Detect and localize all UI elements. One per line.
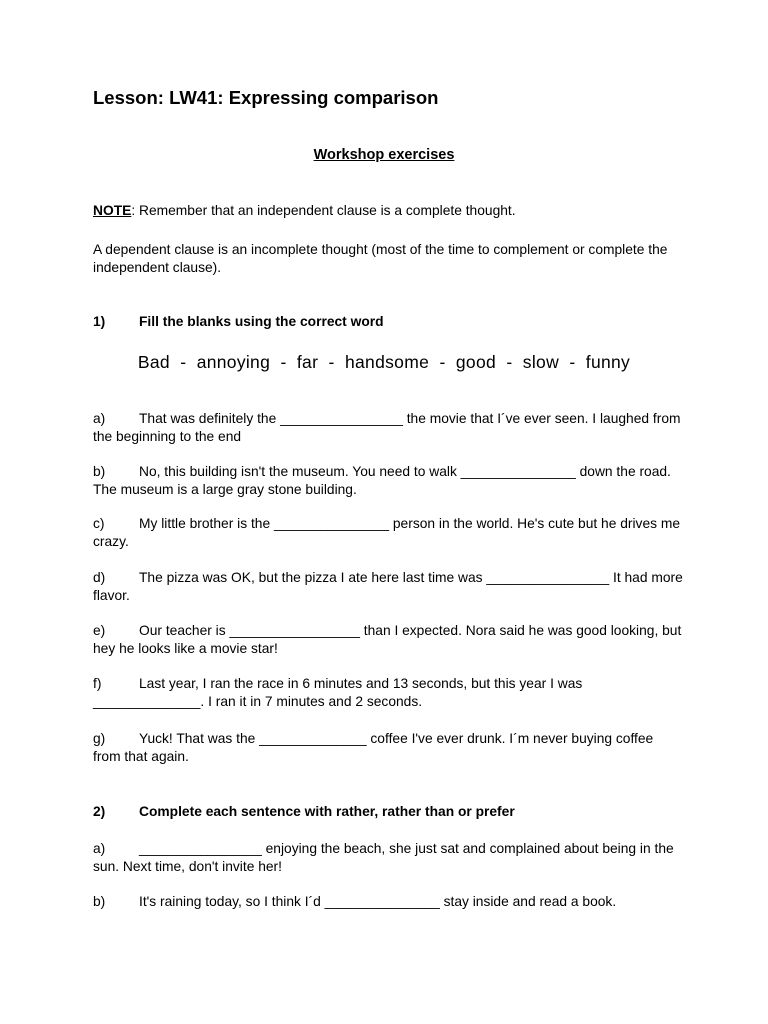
item-label: d) [93,570,106,585]
note-text: : Remember that an independent clause is a complete thought. [131,203,516,218]
exercise-2-heading-text: Complete each sentence with rather, rather than or prefer [139,804,515,819]
item-label: e) [93,623,106,638]
exercise-1-item-c [93,515,683,551]
item-text: ________________ enjoying the beach, she just sat and complained about being in the sun. Next time, don't invite her! [93,841,674,874]
exercise-1-number: 1) [93,314,106,329]
exercise-1-item-d [93,569,683,605]
section-title: Workshop exercises [313,147,455,163]
exercise-1-heading [93,314,384,329]
lesson-title: Lesson: LW41: Expressing comparison [93,87,439,108]
exercise-2-item-a [93,840,683,876]
note-paragraph [93,202,683,220]
item-label: b) [93,464,106,479]
note-label: NOTE [93,203,132,218]
item-label: a) [93,841,106,856]
item-text: Last year, I ran the race in 6 minutes and 13 seconds, but this year I was ______________. I ran it in 7 minutes and 2 seconds. [93,676,583,709]
dependent-clause-paragraph: A dependent clause is an incomplete thought (most of the time to complement or complete the independent clause). [93,242,668,275]
item-label: f) [93,676,102,691]
item-text: Yuck! That was the ______________ coffee I've ever drunk. I´m never buying coffee from that again. [93,731,654,764]
exercise-2-number: 2) [93,804,106,819]
exercise-1-item-b [93,463,683,499]
item-text: Our teacher is _________________ than I expected. Nora said he was good looking, but hey he looks like a movie star! [93,623,682,656]
item-text: The pizza was OK, but the pizza I ate here last time was ________________ It had more flavor. [93,570,683,603]
exercise-1-item-e [93,622,683,658]
exercise-2-heading [93,804,515,819]
item-label: g) [93,731,106,746]
exercise-1-item-a [93,410,683,446]
item-label: a) [93,411,106,426]
exercise-2-item-b [93,893,683,911]
item-label: b) [93,894,106,909]
item-text: It's raining today, so I think I´d _______________ stay inside and read a book. [139,894,617,909]
exercise-1-item-f [93,675,683,711]
item-text: My little brother is the _______________ person in the world. He's cute but he drives me crazy. [93,516,681,549]
item-text: No, this building isn't the museum. You need to walk _______________ down the road. The museum is a large gray stone building. [93,464,671,497]
exercise-1-heading-text: Fill the blanks using the correct word [139,314,384,329]
item-label: c) [93,516,105,531]
item-text: That was definitely the ________________ the movie that I´ve ever seen. I laughed from the beginning to the end [93,411,681,444]
exercise-1-item-g [93,730,683,766]
word-bank: Bad - annoying - far - handsome - good - slow - funny [137,352,631,372]
